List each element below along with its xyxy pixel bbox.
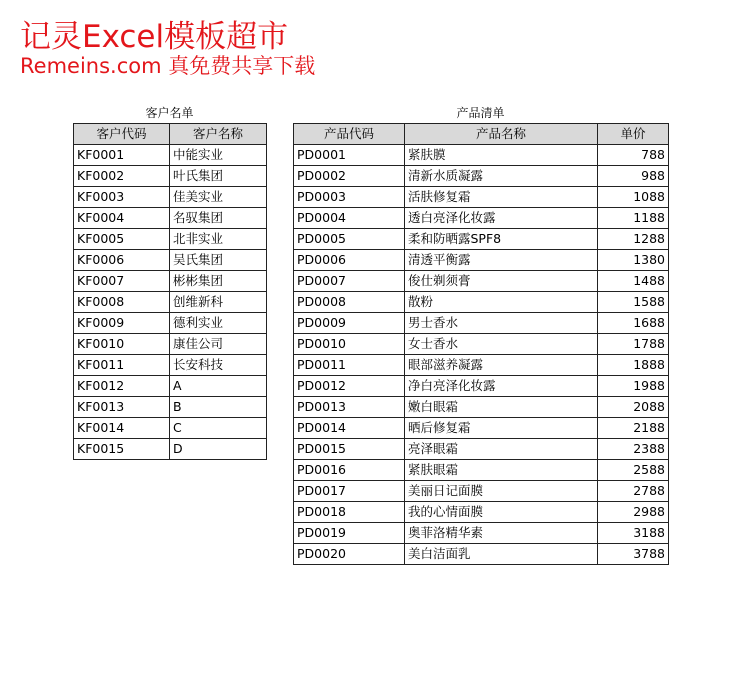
cell-customer-code[interactable]: KF0015 [74,439,170,460]
cell-product-code[interactable]: PD0009 [294,313,405,334]
cell-unit-price[interactable]: 2988 [598,502,669,523]
cell-customer-name[interactable]: 创维新科 [170,292,267,313]
table-row [74,187,267,208]
table-row [294,397,669,418]
cell-unit-price[interactable]: 1288 [598,229,669,250]
cell-unit-price[interactable]: 3788 [598,544,669,565]
cell-customer-name[interactable]: D [170,439,267,460]
table-header-row [74,124,267,145]
table-row [74,418,267,439]
cell-customer-code[interactable]: KF0010 [74,334,170,355]
cell-customer-code[interactable]: KF0001 [74,145,170,166]
cell-unit-price[interactable]: 2188 [598,418,669,439]
cell-product-code[interactable]: PD0016 [294,460,405,481]
cell-customer-name[interactable]: C [170,418,267,439]
cell-product-name[interactable]: 晒后修复霜 [405,418,598,439]
table-row [294,313,669,334]
cell-product-code[interactable]: PD0004 [294,208,405,229]
cell-unit-price[interactable]: 1988 [598,376,669,397]
cell-customer-code[interactable]: KF0009 [74,313,170,334]
cell-product-code[interactable]: PD0014 [294,418,405,439]
cell-unit-price[interactable]: 3188 [598,523,669,544]
cell-customer-name[interactable]: 名驭集团 [170,208,267,229]
cell-product-name[interactable]: 净白亮泽化妆露 [405,376,598,397]
table-row [294,376,669,397]
cell-customer-code[interactable]: KF0013 [74,397,170,418]
column-header-unit-price[interactable]: 单价 [598,124,669,145]
cell-customer-name[interactable]: B [170,397,267,418]
cell-product-code[interactable]: PD0010 [294,334,405,355]
cell-unit-price[interactable]: 1488 [598,271,669,292]
cell-customer-code[interactable]: KF0012 [74,376,170,397]
cell-product-code[interactable]: PD0007 [294,271,405,292]
cell-product-name[interactable]: 美丽日记面膜 [405,481,598,502]
cell-product-name[interactable]: 活肤修复霜 [405,187,598,208]
table-row [294,334,669,355]
table-row [74,292,267,313]
cell-product-name[interactable]: 散粉 [405,292,598,313]
cell-customer-name[interactable]: 叶氏集团 [170,166,267,187]
table-row [74,439,267,460]
cell-unit-price[interactable]: 1188 [598,208,669,229]
table-row [74,313,267,334]
cell-customer-code[interactable]: KF0002 [74,166,170,187]
cell-unit-price[interactable]: 1380 [598,250,669,271]
cell-product-name[interactable]: 俊仕剃须膏 [405,271,598,292]
table-header-row [294,124,669,145]
cell-product-code[interactable]: PD0017 [294,481,405,502]
cell-unit-price[interactable]: 1888 [598,355,669,376]
cell-product-code[interactable]: PD0020 [294,544,405,565]
product-table [293,123,669,565]
cell-unit-price[interactable]: 2788 [598,481,669,502]
cell-product-code[interactable]: PD0018 [294,502,405,523]
table-row [294,187,669,208]
table-row [74,145,267,166]
cell-customer-name[interactable]: 佳美实业 [170,187,267,208]
cell-product-name[interactable]: 柔和防晒露SPF8 [405,229,598,250]
cell-unit-price[interactable]: 2388 [598,439,669,460]
cell-product-name[interactable]: 亮泽眼霜 [405,439,598,460]
cell-customer-code[interactable]: KF0004 [74,208,170,229]
table-row [74,334,267,355]
column-header-product-code[interactable]: 产品代码 [294,124,405,145]
table-row [74,229,267,250]
cell-product-name[interactable]: 我的心情面膜 [405,502,598,523]
table-row [294,523,669,544]
cell-product-name[interactable]: 紧肤眼霜 [405,460,598,481]
table-row [294,460,669,481]
product-list-title: 产品清单 [456,106,505,120]
cell-product-name[interactable]: 嫩白眼霜 [405,397,598,418]
cell-customer-code[interactable]: KF0005 [74,229,170,250]
cell-product-name[interactable]: 清新水质凝露 [405,166,598,187]
cell-customer-name[interactable]: 吴氏集团 [170,250,267,271]
customer-list-title: 客户名单 [145,106,194,120]
cell-product-name[interactable]: 紧肤膜 [405,145,598,166]
cell-unit-price[interactable]: 1088 [598,187,669,208]
table-row [294,208,669,229]
column-header-customer-name[interactable]: 客户名称 [170,124,267,145]
cell-product-code[interactable]: PD0006 [294,250,405,271]
customer-table [73,123,267,460]
cell-customer-code[interactable]: KF0008 [74,292,170,313]
table-row [74,250,267,271]
table-row [294,439,669,460]
cell-product-code[interactable]: PD0013 [294,397,405,418]
cell-product-code[interactable]: PD0011 [294,355,405,376]
cell-unit-price[interactable]: 1788 [598,334,669,355]
table-row [294,271,669,292]
cell-customer-code[interactable]: KF0003 [74,187,170,208]
cell-product-code[interactable]: PD0001 [294,145,405,166]
table-row [294,418,669,439]
table-row [74,397,267,418]
cell-product-code[interactable]: PD0012 [294,376,405,397]
cell-product-name[interactable]: 清透平衡露 [405,250,598,271]
cell-unit-price[interactable]: 1688 [598,313,669,334]
cell-product-name[interactable]: 透白亮泽化妆露 [405,208,598,229]
cell-customer-code[interactable]: KF0007 [74,271,170,292]
table-row [294,544,669,565]
cell-customer-name[interactable]: 北非实业 [170,229,267,250]
table-row [74,166,267,187]
cell-unit-price[interactable]: 2088 [598,397,669,418]
cell-customer-name[interactable]: 长安科技 [170,355,267,376]
cell-product-code[interactable]: PD0005 [294,229,405,250]
table-row [294,502,669,523]
brand-title: 记灵Excel模板超市 [20,19,289,55]
cell-customer-code[interactable]: KF0014 [74,418,170,439]
cell-product-name[interactable]: 女士香水 [405,334,598,355]
cell-product-code[interactable]: PD0008 [294,292,405,313]
cell-product-name[interactable]: 眼部滋养凝露 [405,355,598,376]
cell-product-code[interactable]: PD0019 [294,523,405,544]
cell-product-code[interactable]: PD0002 [294,166,405,187]
cell-unit-price[interactable]: 788 [598,145,669,166]
cell-unit-price[interactable]: 988 [598,166,669,187]
table-row [74,376,267,397]
cell-customer-name[interactable]: 康佳公司 [170,334,267,355]
table-row [294,145,669,166]
cell-customer-name[interactable]: 中能实业 [170,145,267,166]
table-row [294,250,669,271]
cell-unit-price[interactable]: 2588 [598,460,669,481]
table-row [74,355,267,376]
cell-customer-code[interactable]: KF0006 [74,250,170,271]
brand-subtitle: Remeins.com 真免费共享下载 [20,54,316,78]
table-row [294,166,669,187]
table-row [294,229,669,250]
cell-product-name[interactable]: 奥菲洛精华素 [405,523,598,544]
table-row [74,208,267,229]
cell-customer-name[interactable]: 德利实业 [170,313,267,334]
cell-unit-price[interactable]: 1588 [598,292,669,313]
cell-customer-name[interactable]: A [170,376,267,397]
cell-product-code[interactable]: PD0015 [294,439,405,460]
cell-customer-name[interactable]: 彬彬集团 [170,271,267,292]
cell-customer-code[interactable]: KF0011 [74,355,170,376]
cell-product-name[interactable]: 美白洁面乳 [405,544,598,565]
column-header-customer-code[interactable]: 客户代码 [74,124,170,145]
column-header-product-name[interactable]: 产品名称 [405,124,598,145]
table-row [294,355,669,376]
table-row [74,271,267,292]
table-row [294,481,669,502]
cell-product-code[interactable]: PD0003 [294,187,405,208]
table-row [294,292,669,313]
cell-product-name[interactable]: 男士香水 [405,313,598,334]
